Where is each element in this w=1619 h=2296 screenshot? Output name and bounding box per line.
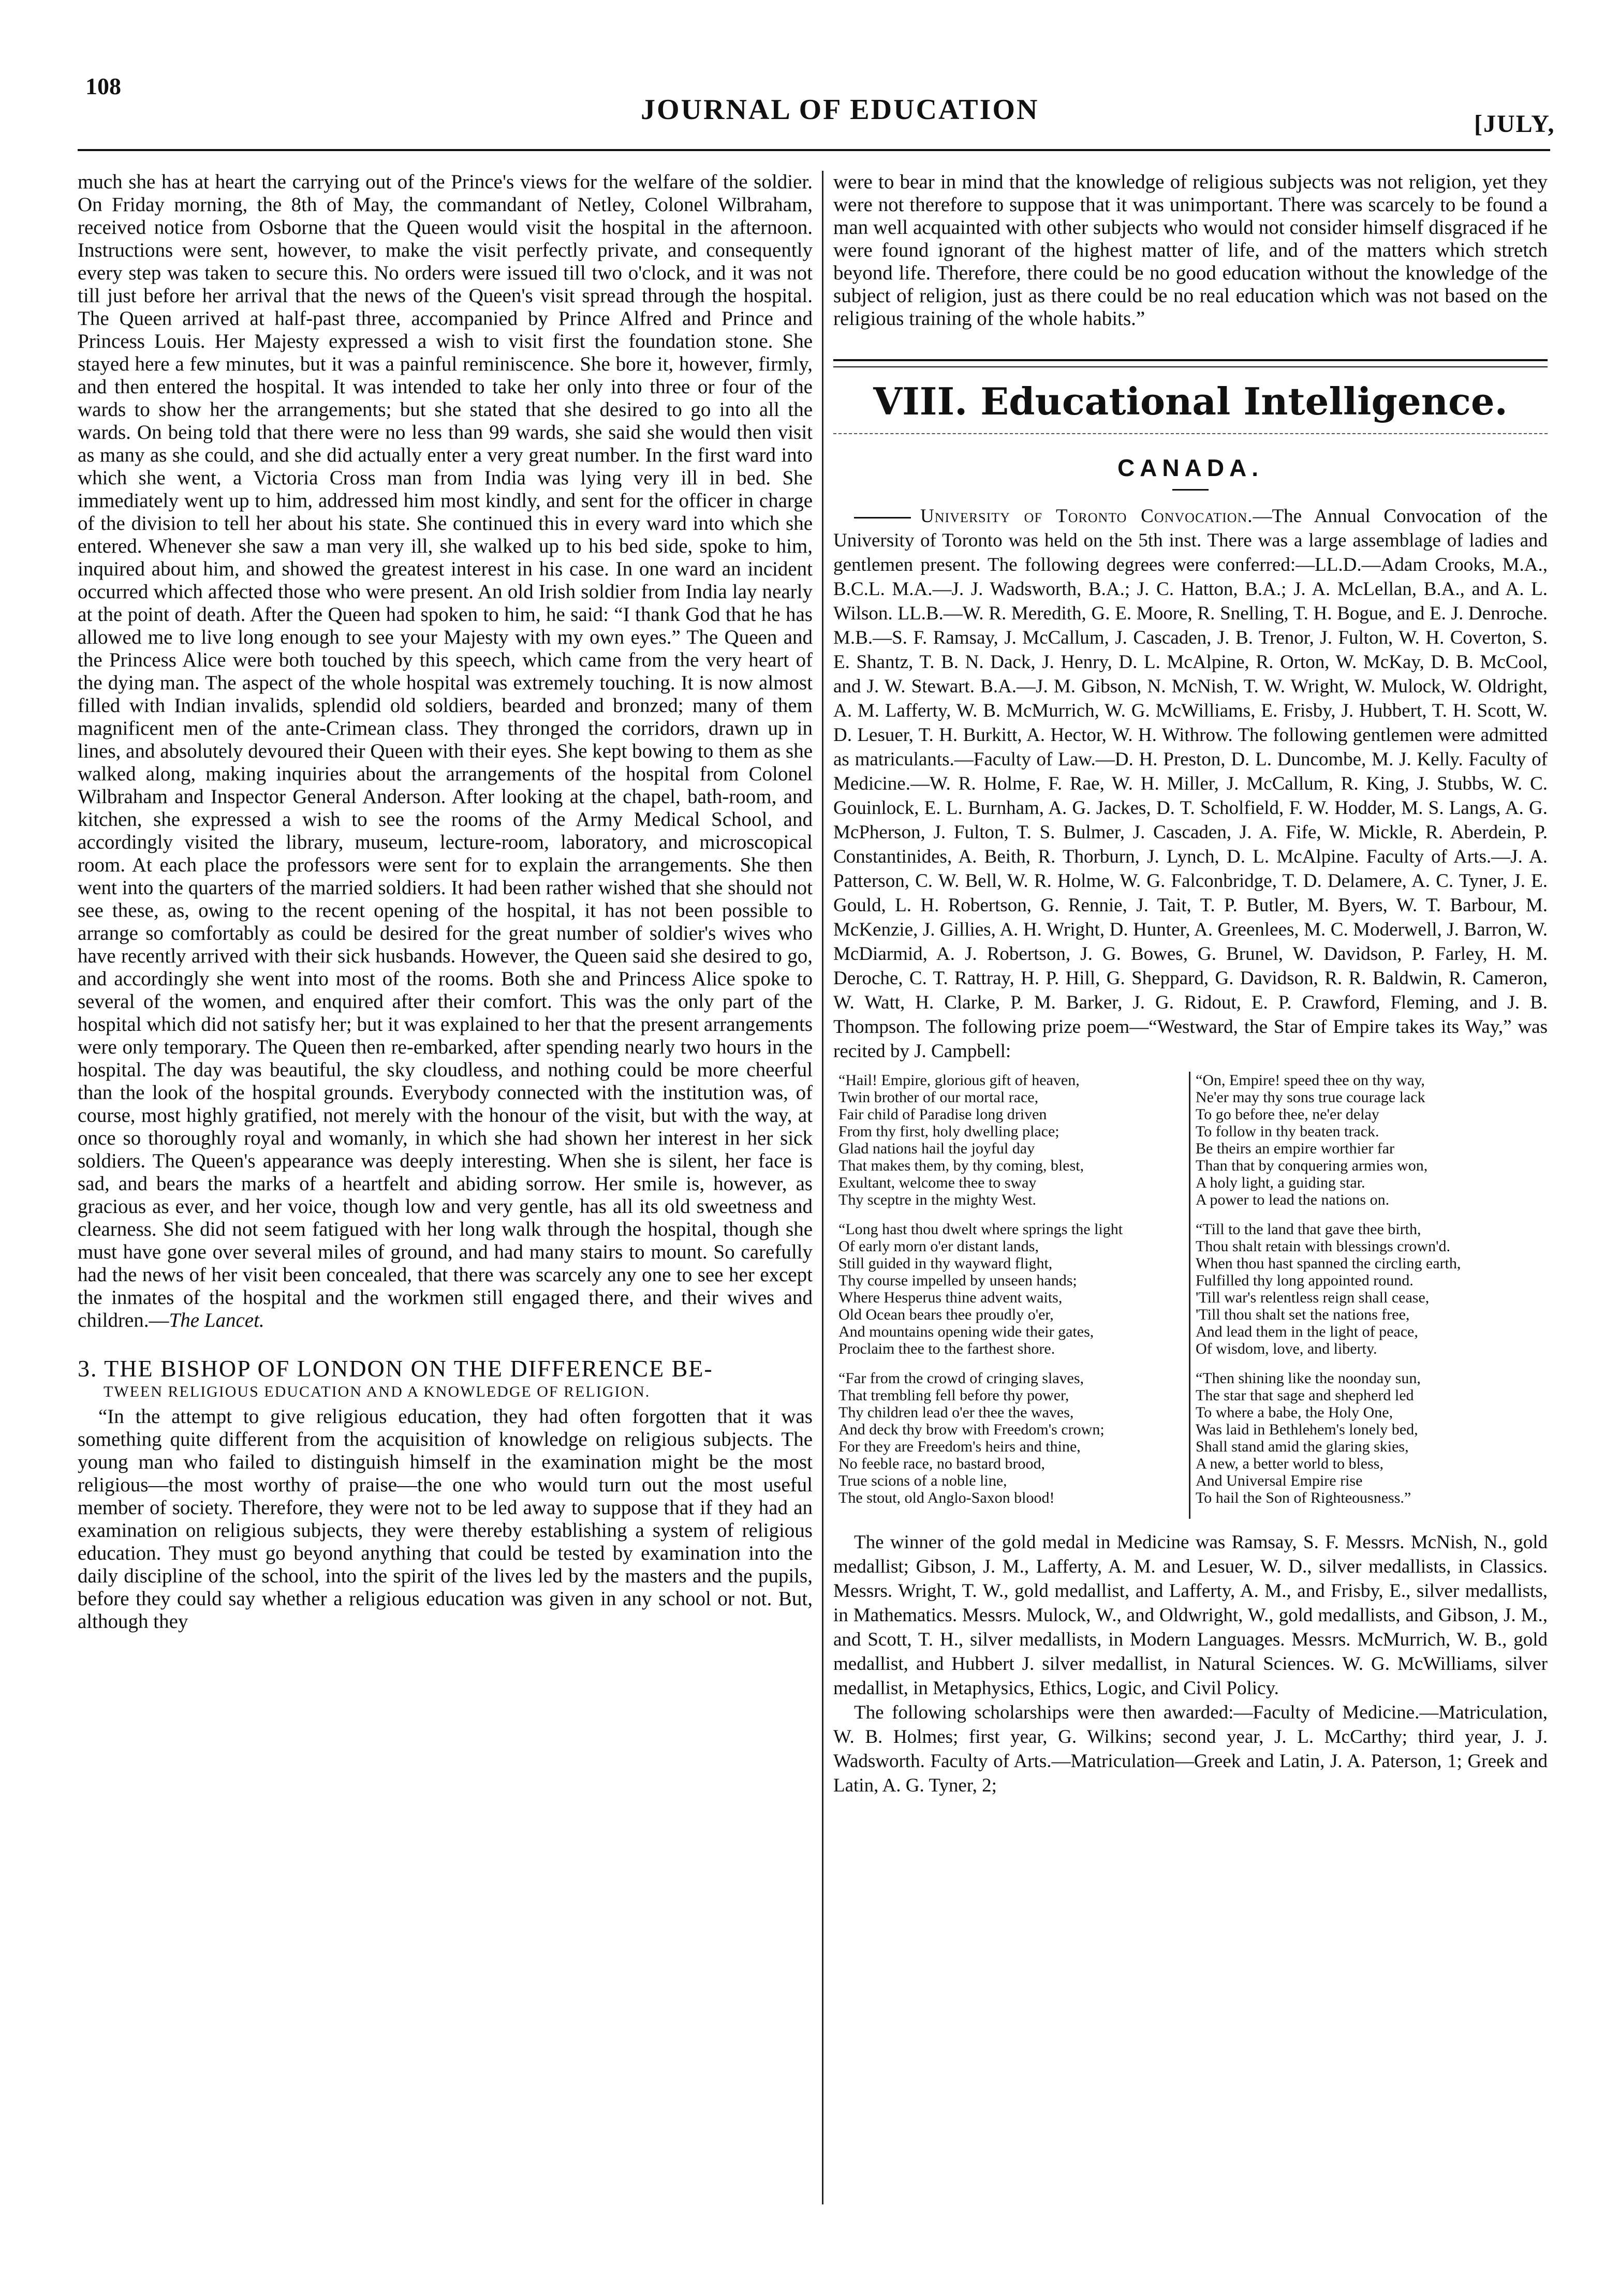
- page-number: 108: [85, 73, 121, 99]
- section-heading: VIII. Educational Intelligence.: [873, 379, 1508, 423]
- right-column: [833, 171, 1548, 1798]
- poem-left-column: [833, 1072, 1190, 1519]
- poem-stanza: “Till to the land that gave thee birth, Thou shalt retain with blessings crown'd. When thou hast spanned the circling earth, Fulfilled thy long appointed round. 'Till war's relentless reign shall cease, 'Till thou shalt set the nations free, And lead them in the light of peace, Of wisdom, love, and liberty.: [1196, 1221, 1461, 1357]
- lead-dash: [854, 517, 911, 519]
- short-rule: [1172, 489, 1209, 491]
- running-month: [JULY,: [1474, 110, 1555, 138]
- bishop-article-text: “In the attempt to give religious education, they had often forgotten that it was something quite different from the acquisition of knowledge on religious subjects. The young man who failed to distinguish himself in the examination might be the most religious—the most worthy of praise—the one who would turn out the most useful member of society. Therefore, they were not to be led away to suppose that if they had an examination on religious subjects, they were thereby establishing a system of religious education. They must go beyond anything that could be tested by examination into the daily discipline of the school, into the spirit of the lives led by the masters and the pupils, before they could say whether a religious education was given in any school or not. But, although they: [78, 1405, 813, 1633]
- source-citation: The Lancet.: [169, 1309, 264, 1331]
- section-rule: [833, 359, 1548, 367]
- poem-stanza: “Hail! Empire, glorious gift of heaven, Twin brother of our mortal race, Fair child of Paradise long driven From thy first, holy dwelling place; Glad nations hail the joyful day That makes them, by thy coming, blest, Exultant, welcome thee to sway Thy sceptre in the mighty West.: [838, 1072, 1084, 1208]
- convocation-title: University of Toronto Convocation.: [920, 506, 1253, 527]
- queen-visit-text: much she has at heart the carrying out of the Prince's views for the welfare of the soldier. On Friday morning, the 8th of May, the commandant of Netley, Colonel Wilbraham, received notice from Osborne that the Queen would visit the hospital in the afternoon. Instructions were sent, however, to make the visit perfectly private, and consequently every step was taken to secure this. No orders were issued till two o'clock, and it was not till just before her arrival that the news of the Queen's visit spread through the hospital. The Queen arrived at half-past three, accompanied by Prince Alfred and Prince and Princess Louis. Her Majesty expressed a wish to visit first the foundation stone. She stayed here a few minutes, but it was a painful reminiscence. She bore it, however, firmly, and then entered the hospital. It was intended to take her only into three or four of the wards to show her the arrangements; but she stated that she desired to go into all the wards. On being told that there were no less than 99 wards, she said she would then visit as many as she could, and she did actually enter a very great number. In the first ward into which she went, a Victoria Cross man from India was lying very ill in bed. She immediately went up to him, addressed him most kindly, and sent for the officer in charge of the division to tell her about his state. She continued this in every ward into which she entered. Whenever she saw a man very ill, she walked up to his bed side, spoke to him, inquired about him, and showed the greatest interest in his case. In one ward an incident occurred which affected those who were present. An old Irish soldier from India lay nearly at the point of death. After the Queen had spoken to him, he said: “I thank God that he has allowed me to live long enough to see your Majesty with my own eyes.” The Queen and the Princess Alice were both touched by this speech, which came from the very heart of the dying man. The aspect of the whole hospital was extremely touching. It is now almost filled with Indian invalids, splendid old soldiers, bearded and bronzed; many of them magnificent men of the ante-Crimean class. They thronged the corridors, drawn up in lines, and absolutely devoured their Queen with their eyes. She kept bowing to them as she walked along, making inquiries about the arrangements of the hospital from Colonel Wilbraham and Inspector General Anderson. After looking at the chapel, bath-room, and kitchen, she expressed a wish to see the rooms of the Army Medical School, and accordingly visited the library, museum, lecture-room, laboratory, and microscopical room. At each place the professors were sent for to explain the arrangements. She then went into the quarters of the married soldiers. It had been rather wished that she should not see these, as, owing to the recent opening of the hospital, it has not been possible to arrange so comfortably as could be desired for the great number of soldier's wives who have recently arrived with their sick husbands. However, the Queen said she desired to go, and accordingly she went into most of the rooms. Both she and Princess Alice spoke to several of the women, and enquired after their comfort. This was the only part of the hospital which did not satisfy her; but it was explained to her that the present arrangements were only temporary. The Queen then re-embarked, after spending nearly two hours in the hospital. The day was beautiful, the sky cloudless, and nothing could be more cheerful than the look of the hospital grounds. Everybody connected with the institution was, of course, most highly gratified, not merely with the honour of the visit, but with the way, at once so thoroughly royal and womanly, in which she had shown her interest in her sick soldiers. The Queen's appearance was deeply interesting. When she is silent, her face is sad, and bears the marks of a heartfelt and abiding sorrow. Her smile is, however, as gracious as ever, and her voice, though low and very gentle, has all its old sweetness and clearness. She did not seem fatigued with her long walk through the hospital, though she must have gone over several miles of ground, and had many stairs to mount. So carefully had the news of her visit been concealed, that there was scarcely any one to see her except the inmates of the hospital and the workmen still engaged there, and their wives and children.—: [78, 171, 813, 1331]
- running-title: JOURNAL OF EDUCATION: [641, 94, 1039, 126]
- prize-poem: [833, 1072, 1548, 1519]
- region-heading: CANADA.: [1117, 454, 1264, 481]
- bishop-article-subheading: TWEEN RELIGIOUS EDUCATION AND A KNOWLEDGE OF RELIGION.: [104, 1383, 651, 1400]
- poem-stanza: “On, Empire! speed thee on thy way, Ne'er may thy sons true courage lack To go before thee, ne'er delay To follow in thy beaten track. Be theirs an empire worthier far Than that by conquering armies won, A holy light, a guiding star. A power to lead the nations on.: [1196, 1072, 1428, 1208]
- left-column: [78, 171, 813, 1633]
- convocation-article: [833, 504, 1548, 1063]
- bishop-article-heading: 3. THE BISHOP OF LONDON ON THE DIFFERENCE BE-: [78, 1355, 713, 1382]
- poem-stanza: “Then shining like the noonday sun, The star that sage and shepherd led To where a babe, the Holy One, Was laid in Bethlehem's lonely bed, Shall stand amid the glaring skies, A new, a better world to bless, And Universal Empire rise To hail the Son of Righteousness.”: [1196, 1370, 1421, 1506]
- medals-paragraph: The winner of the gold medal in Medicine was Ramsay, S. F. Messrs. McNish, N., gold medallist; Gibson, J. M., Lafferty, A. M. and Lesuer, W. D., silver medallists, in Classics. Messrs. Wright, T. W., gold medallist, and Lafferty, A. M., and Frisby, E., silver medallists, in Mathematics. Messrs. Mulock, W., and Oldwright, W., gold medallists, and Gibson, J. M., and Scott, T. H., silver medallists, in Modern Languages. Messrs. McMurrich, W. B., gold medallist, and Hubbert J. silver medallist, in Natural Sciences. W. G. McWilliams, silver medallist, in Metaphysics, Ethics, Logic, and Civil Policy.: [833, 1532, 1548, 1699]
- bishop-article-continued: were to bear in mind that the knowledge of religious subjects was not religion, yet they were not therefore to suppose that it was unimportant. There was scarcely to be found a man well acquainted with other subjects who would not consider himself disgraced if he were found ignorant of the highest matter of life, and of the matters which stretch beyond life. Therefore, there could be no good education without the knowledge of the subject of religion, just as there could be no real education which was not based on the religious training of the whole habits.”: [833, 171, 1548, 330]
- column-divider: [822, 171, 823, 2204]
- poem-stanza: “Long hast thou dwelt where springs the light Of early morn o'er distant lands, Still guided in thy wayward flight, Thy course impelled by unseen hands; Where Hesperus thine advent waits, Old Ocean bears thee proudly o'er, And mountains opening wide their gates, Proclaim thee to the farthest shore.: [838, 1221, 1123, 1357]
- scholarships-paragraph: The following scholarships were then awarded:—Faculty of Medicine.—Matriculation, W. B. Holmes; first year, G. Wilkins; second year, J. L. McCarthy; third year, J. J. Wadsworth. Faculty of Arts.—Matriculation—Greek and Latin, J. A. Paterson, 1; Greek and Latin, A. G. Tyner, 2;: [833, 1702, 1548, 1796]
- dashed-rule: [833, 433, 1548, 434]
- poem-right-column: [1190, 1072, 1548, 1519]
- queen-visit-article: [78, 171, 813, 1332]
- header-rule: [78, 149, 1550, 151]
- poem-stanza: “Far from the crowd of cringing slaves, That trembling fell before thy power, Thy children lead o'er thee the waves, And deck thy brow with Freedom's crown; For they are Freedom's heirs and thine, No feeble race, no bastard brood, True scions of a noble line, The stout, old Anglo-Saxon blood!: [838, 1370, 1105, 1506]
- convocation-text: —The Annual Convocation of the University of Toronto was held on the 5th inst. There was a large assemblage of ladies and gentlemen present. The following degrees were conferred:—LL.D.—Adam Crooks, M.A., B.C.L. M.A.—J. J. Wadsworth, B.A.; J. C. Hatton, B.A.; J. A. McLellan, B.A., and A. L. Wilson. LL.B.—W. R. Meredith, G. E. Moore, R. Snelling, T. H. Bogue, and E. J. Denroche. M.B.—S. F. Ramsay, J. McCallum, J. Cascaden, J. B. Trenor, J. Fulton, W. H. Coverton, S. E. Shantz, T. B. N. Dack, J. Henry, D. L. McAlpine, R. Orton, W. McKay, D. B. McCool, and J. W. Stewart. B.A.—J. M. Gibson, N. McNish, T. W. Wright, W. Mulock, W. Oldright, A. M. Lafferty, W. B. McMurrich, W. G. McWilliams, E. Frisby, J. Hubbert, T. H. Scott, W. D. Lesuer, T. H. Burkitt, A. Hector, W. H. Withrow. The following gentlemen were admitted as matriculants.—Faculty of Law.—D. H. Preston, D. L. Duncombe, M. J. Kelly. Faculty of Medicine.—W. R. Holme, F. Rae, W. H. Miller, J. McCallum, R. King, J. Stubbs, W. C. Gouinlock, E. L. Burnham, A. G. Jackes, D. T. Scholfield, F. W. Hodder, M. S. Langs, A. G. McPherson, J. Fulton, T. S. Bulmer, J. Cascaden, J. A. Fife, W. Mickle, R. Aberdein, P. Constantinides, A. Beith, R. Thorburn, J. Lynch, D. L. McAlpine. Faculty of Arts.—J. A. Patterson, C. W. Bell, W. R. Holme, W. G. Falconbridge, T. D. Delamere, A. C. Tyner, J. E. Gould, L. H. Robertson, G. Rennie, J. Tait, T. P. Butler, M. Byers, W. T. Barbour, M. McKenzie, J. Gillies, A. H. Wright, D. Hunter, A. Greenlees, M. C. Moderwell, J. Barron, W. McDiarmid, A. J. Robertson, J. G. Bowes, G. Brunel, W. Davidson, P. Farley, H. M. Deroche, C. T. Rattray, H. P. Hill, G. Sheppard, G. Davidson, R. R. Baldwin, R. Cameron, W. Watt, H. Clarke, P. M. Barker, J. G. Ridout, E. P. Crawford, Fleming, and J. B. Thompson. The following prize poem—“Westward, the Star of Empire takes its Way,” was recited by J. Campbell:: [833, 506, 1548, 1062]
